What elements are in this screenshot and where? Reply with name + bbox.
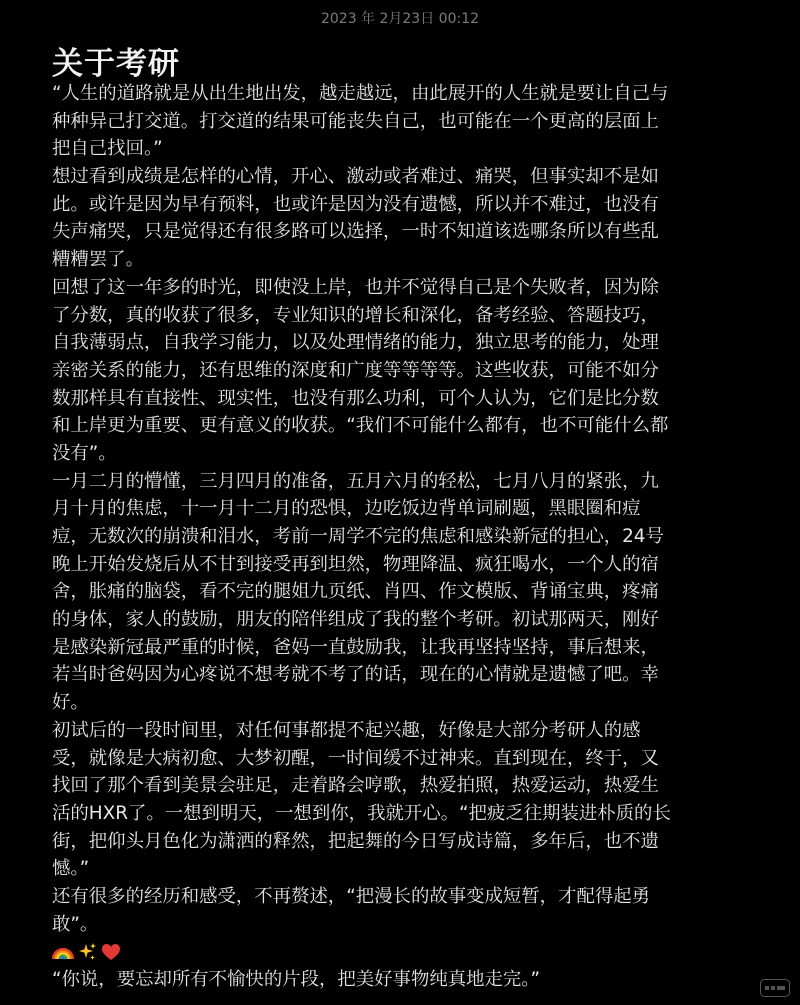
note-line: 憾。” — [52, 858, 90, 880]
note-line: 和上岸更为重要、更有意义的收获。“我们不可能什么都有，也不可能什么都 — [52, 415, 669, 437]
note-line: 数那样具有直接性、现实性，也没有那么功利，可个人认为，它们是比分数 — [52, 387, 659, 409]
note-line: 还有很多的经历和感受，不再赘述，“把漫长的故事变成短暂，才配得起勇 — [52, 885, 651, 907]
note-line: 痘，无数次的崩溃和泪水，考前一周学不完的焦虑和感染新冠的担心，24号 — [52, 526, 664, 547]
note-line: 若当时爸妈因为心疼说不想考就不考了的话，现在的心情就是遗憾了吧。幸 — [52, 664, 659, 686]
note-line: 糟糟罢了。 — [52, 249, 144, 271]
note-line: 好。 — [52, 692, 89, 714]
note-line: 了分数，真的收获了很多，专业知识的增长和深化，备考经验、答题技巧， — [52, 304, 659, 326]
note-line: 月十月的焦虑，十一月十二月的恐惧，边吃饭边背单词刷题，黑眼圈和痘 — [52, 498, 641, 520]
note-line: 没有”。 — [52, 442, 117, 464]
note-line: 一月二月的懵懂，三月四月的准备，五月六月的轻松，七月八月的紧张，九 — [52, 470, 659, 492]
note-body[interactable] — [52, 80, 752, 994]
note-line: 种种异己打交道。打交道的结果可能丧失自己，也可能在一个更高的层面上 — [52, 110, 659, 132]
note-line: 活的HXR了。一想到明天，一想到你，我就开心。“把疲乏往期装进朴质的长 — [52, 802, 671, 824]
xiaohongshu-watermark-icon — [758, 977, 792, 999]
note-line-last: “你说，要忘却所有不愉快的片段，把美好事物纯真地走完。” — [52, 969, 541, 990]
note-line: 自我薄弱点，自我学习能力，以及处理情绪的能力，独立思考的能力，处理 — [52, 332, 659, 354]
note-line: 想过看到成绩是怎样的心情，开心、激动或者难过、痛哭，但事实却不是如 — [52, 166, 659, 188]
note-title: 关于考研 — [52, 46, 180, 82]
note-line: 晚上开始发烧后从不甘到接受再到坦然，物理降温、疯狂喝水，一个人的宿 — [52, 553, 659, 575]
note-line: 把自己找回。” — [52, 138, 163, 160]
sparkles-icon — [76, 941, 98, 963]
note-line: “人生的道路就是从出生地出发，越走越远，由此展开的人生就是要让自己与 — [52, 83, 669, 104]
note-line: 回想了这一年多的时光，即使没上岸，也并不觉得自己是个失败者，因为除 — [52, 276, 659, 298]
note-line: 失声痛哭，只是觉得还有很多路可以选择，一时不知道该选哪条所以有些乱 — [52, 221, 659, 243]
note-line: 初试后的一段时间里，对任何事都提不起兴趣，好像是大部分考研人的感 — [52, 719, 641, 741]
note-line: 舍，胀痛的脑袋，看不完的腿姐九页纸、肖四、作文模版、背诵宝典，疼痛 — [52, 581, 659, 603]
note-line: 街，把仰头月色化为潇洒的释然，把起舞的今日写成诗篇，多年后，也不遗 — [52, 830, 659, 852]
rainbow-icon — [52, 941, 74, 963]
note-line: 亲密关系的能力，还有思维的深度和广度等等等等。这些收获，可能不如分 — [52, 359, 659, 381]
emoji-line — [52, 938, 752, 966]
note-line: 敢”。 — [52, 913, 99, 935]
note-timestamp: 2023 年 2月23日 00:12 — [320, 11, 480, 27]
red-heart-icon — [100, 941, 122, 963]
note-line: 是感染新冠最严重的时候，爸妈一直鼓励我，让我再坚持坚持，事后想来， — [52, 636, 659, 658]
note-line: 找回了那个看到美景会驻足，走着路会哼歌，热爱拍照，热爱运动，热爱生 — [52, 775, 659, 797]
note-line: 的身体，家人的鼓励，朋友的陪伴组成了我的整个考研。初试那两天，刚好 — [52, 609, 659, 631]
note-line: 此。或许是因为早有预料，也或许是因为没有遗憾，所以并不难过，也没有 — [52, 193, 659, 215]
note-line: 受，就像是大病初愈、大梦初醒，一时间缓不过神来。直到现在，终于，又 — [52, 747, 659, 769]
